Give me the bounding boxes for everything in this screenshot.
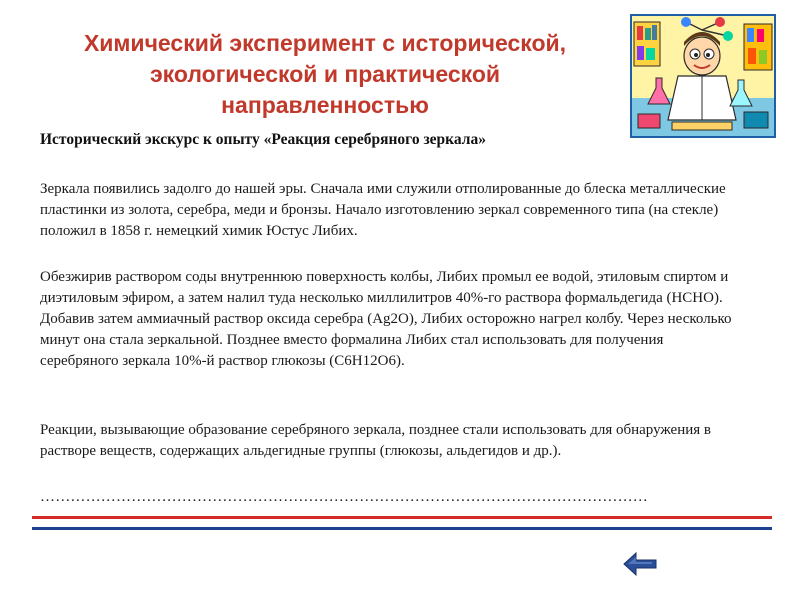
arrow-left-icon <box>622 548 658 580</box>
back-button[interactable] <box>622 548 658 580</box>
paragraph-history: Зеркала появились задолго до нашей эры. Сначала ими служили отполированные до блеска металлические пластинки из золота, серебра, меди и бронзы. Начало изготовлению зеркал современного типа (на стекле) положил в 1858 г. немецкий химик Юстус Либих. <box>40 181 726 239</box>
section-heading: Исторический экскурс к опыту «Реакция серебряного зеркала» <box>40 131 486 148</box>
divider-blue <box>32 527 772 530</box>
divider-red <box>32 516 772 519</box>
cartoon-chemist-icon <box>630 14 776 138</box>
paragraph-application: Реакции, вызывающие образование серебряного зеркала, позднее стали использовать для обнаружения в растворе веществ, содержащих альдегидные группы (глюкозы, альдегидов и др.). <box>40 422 711 459</box>
slide-title: Химический эксперимент с исторической, экологической и практической направленностью <box>83 30 567 118</box>
dotted-line: ………………………………………………………………………………………………………… <box>40 489 648 505</box>
paragraph-experiment: Обезжирив раствором соды внутреннюю поверхность колбы, Либих промыл ее водой, этиловым спиртом и диэтиловым эфиром, а затем налил туда несколько миллилитров 40%-го раствора формальдегида (НСНО). Добавив затем аммиачный раствор оксида серебра (Ag2O), Либих осторожно нагрел колбу. Через несколько минут она стала зеркальной. Позднее вместо формалина Либих стал использовать для получения серебряного зеркала 10%-й раствор глюкозы (C6H12O6). <box>40 269 732 369</box>
